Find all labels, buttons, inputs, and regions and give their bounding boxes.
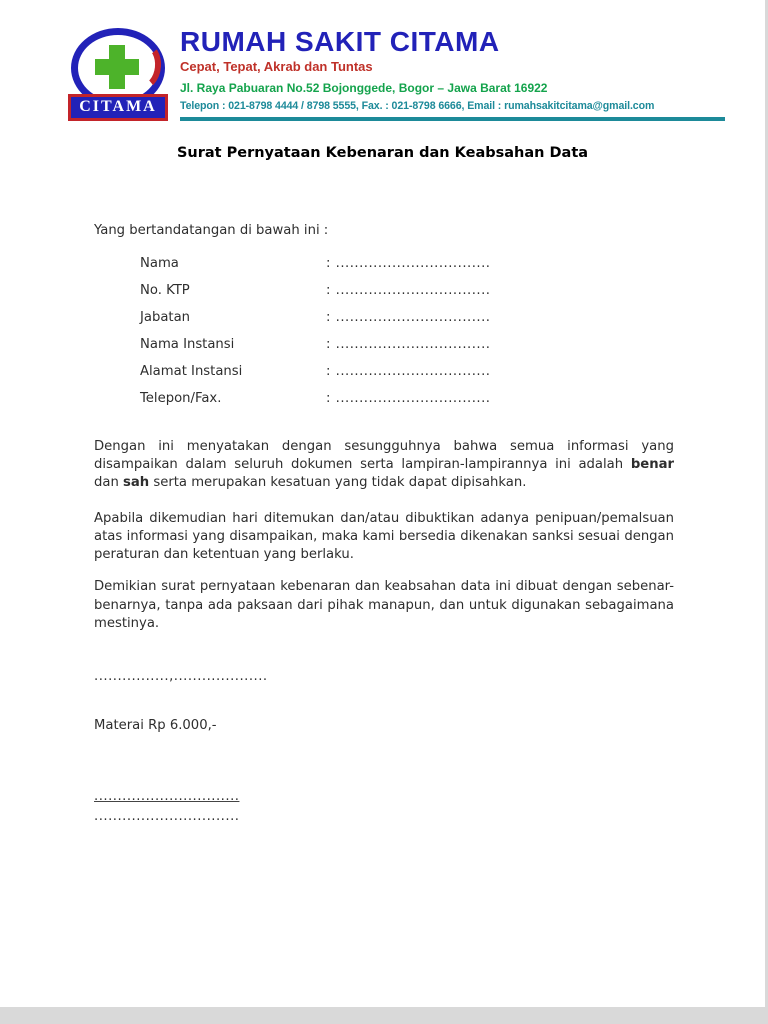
field-value: : ................................. [326, 364, 491, 379]
signature-block [94, 787, 674, 827]
hospital-tagline: Cepat, Tepat, Akrab dan Tuntas [180, 59, 373, 74]
field-value: : ................................. [326, 283, 491, 298]
hospital-logo [68, 28, 168, 121]
paragraph-3: Demikian surat pernyataan kebenaran dan keabsahan data ini dibuat dengan sebenar-benarnya, tanpa ada paksaan dari pihak manapun, dan untuk digunakan sebagaimana mestinya. [94, 579, 674, 631]
field-row [140, 277, 674, 304]
place-date-line: ................,.................... [94, 668, 268, 684]
paragraph-1 [94, 438, 674, 493]
field-row [140, 250, 674, 277]
logo-banner: CITAMA [68, 94, 168, 121]
paragraph-1-bold-benar: benar [630, 457, 674, 473]
letterhead [68, 28, 725, 121]
field-value: : ................................. [326, 310, 491, 325]
field-value: : ................................. [326, 391, 491, 406]
letterhead-text [180, 28, 725, 121]
field-row [140, 304, 674, 331]
paragraph-1-text: Dengan ini menyatakan dengan sesungguhnya bahwa semua informasi yang disampaikan dalam seluruh dokumen serta lampiran-lampirannya ini adalah [94, 439, 674, 473]
signature-line-2: ............................... [94, 808, 240, 824]
document-title: Surat Pernyataan Kebenaran dan Keabsahan Data [176, 145, 589, 161]
document-body [94, 223, 674, 827]
field-label: Telepon/Fax. [140, 391, 222, 406]
field-label: Nama Instansi [140, 337, 235, 352]
paragraph-1-text: dan [94, 475, 119, 491]
hospital-address: Jl. Raya Pabuaran No.52 Bojonggede, Bogor – Jawa Barat 16922 [180, 81, 548, 95]
field-row [140, 331, 674, 358]
hospital-contact: Telepon : 021-8798 4444 / 8798 5555, Fax. : 021-8798 6666, Email : rumahsakitcitama@gmail.com [180, 100, 655, 112]
field-label: Nama [140, 256, 179, 271]
field-value: : ................................. [326, 337, 491, 352]
paragraph-1-bold-sah: sah [123, 475, 150, 491]
field-label: No. KTP [140, 283, 190, 298]
signature-line-1: ............................... [94, 788, 240, 804]
field-row [140, 385, 674, 412]
paragraph-1-text: serta merupakan kesatuan yang tidak dapat dipisahkan. [153, 475, 527, 491]
field-label: Alamat Instansi [140, 364, 243, 379]
field-row [140, 358, 674, 385]
opening-line: Yang bertandatangan di bawah ini : [94, 223, 329, 238]
field-label: Jabatan [140, 310, 191, 325]
materai-line: Materai Rp 6.000,- [94, 717, 217, 733]
paragraph-2: Apabila dikemudian hari ditemukan dan/atau dibuktikan adanya penipuan/pemalsuan atas informasi yang disampaikan, maka kami bersedia dikenakan sanksi sesuai dengan peraturan dan ketentuan yang berlaku. [94, 510, 674, 563]
identity-fields [140, 250, 674, 412]
hospital-name: RUMAH SAKIT CITAMA [180, 26, 500, 57]
field-value: : ................................. [326, 256, 491, 271]
